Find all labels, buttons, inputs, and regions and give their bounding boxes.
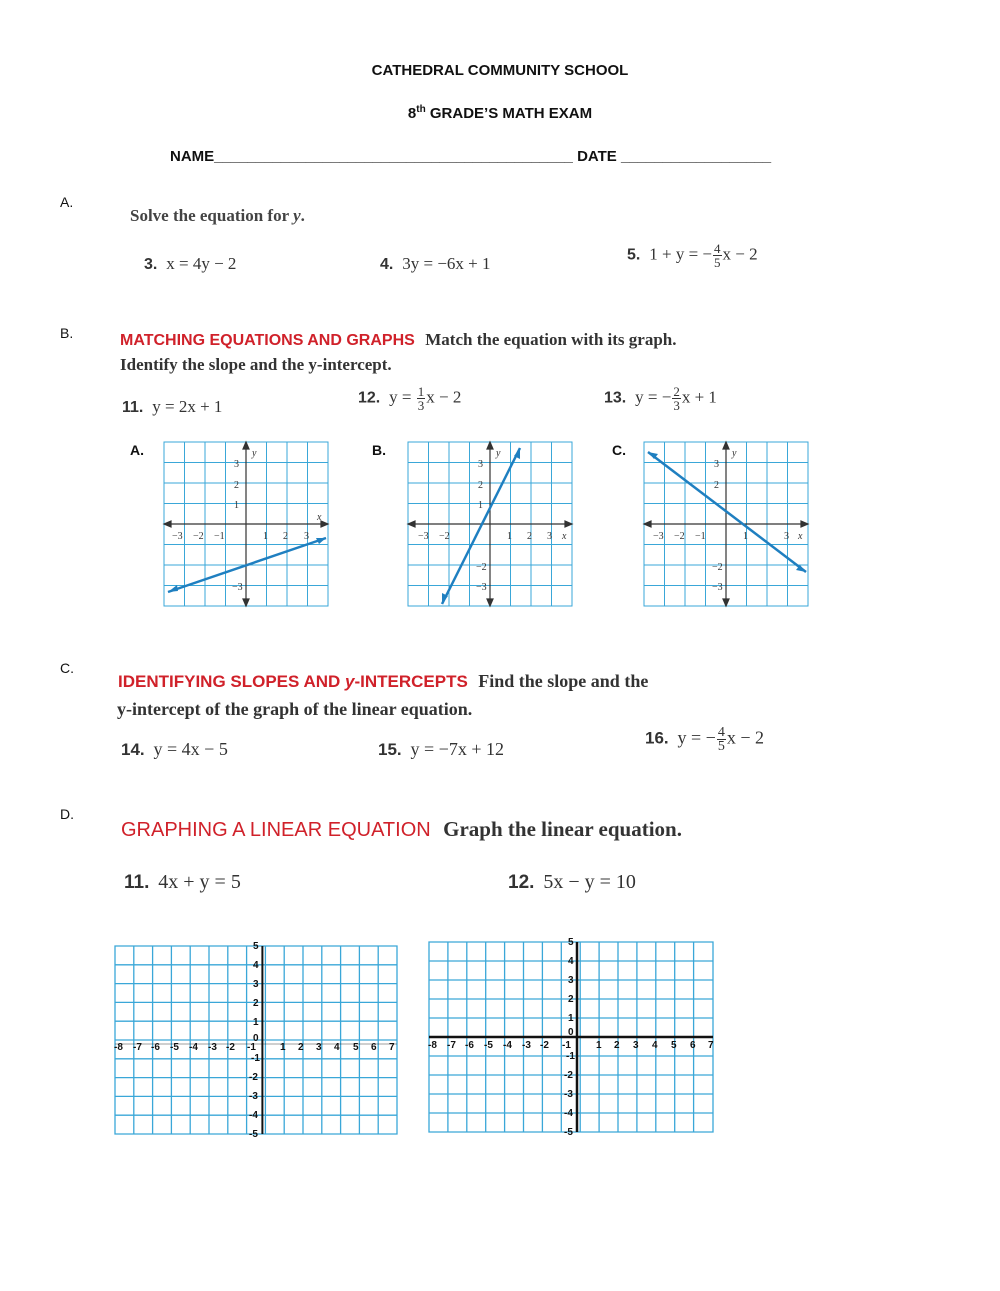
date-label: DATE: [577, 148, 617, 165]
large-graph-2-xtick: 7: [708, 1040, 714, 1051]
section-d-heading: GRAPHING A LINEAR EQUATION Graph the linear equation.: [121, 817, 682, 841]
section-c-instruction2: y-intercept of the graph of the linear equation.: [117, 699, 473, 719]
graph-c-ytick: 3: [714, 459, 719, 470]
section-b-letter: B.: [60, 325, 74, 341]
graph-b-xtick: 1: [507, 531, 512, 542]
problem-d12: 12. 5x − y = 10: [508, 871, 636, 893]
large-graph-1-xtick: -2: [226, 1042, 235, 1053]
large-graph-2-ytick: -1: [566, 1051, 575, 1062]
graph-a-axis-x: x: [317, 512, 322, 523]
graph-c-xtick: −1: [695, 531, 706, 542]
large-graph-2-xtick: 3: [633, 1040, 639, 1051]
graph-c-line: [648, 452, 806, 572]
large-graph-2-xtick: 2: [614, 1040, 620, 1051]
large-graph-2-xtick: 1: [596, 1040, 602, 1051]
large-graph-1-ytick: 1: [253, 1017, 259, 1028]
graph-b-ytick: −2: [476, 562, 487, 573]
problem-b11: 11. y = 2x + 1: [122, 397, 223, 416]
large-graph-1-ytick: -1: [251, 1053, 260, 1064]
problem-b12: 12. y = $\frac{1}{3}$ x − 2: [358, 384, 462, 413]
large-graph-1-ytick: -5: [249, 1129, 258, 1138]
graph-a-xtick: 3: [304, 531, 309, 542]
graph-c-xtick: 3: [784, 531, 789, 542]
graph-c-xtick: 1: [743, 531, 748, 542]
problem-b13: 13. y = − $\frac{2}{3}$ x + 1: [604, 384, 717, 413]
large-graph-2[interactable]: [426, 936, 718, 1136]
graph-a: [162, 440, 330, 608]
graph-a-ytick: 3: [234, 459, 239, 470]
large-graph-2-ytick: -5: [564, 1127, 573, 1136]
large-graph-2-xtick: 4: [652, 1040, 658, 1051]
graph-b-ytick: 2: [478, 480, 483, 491]
problem-d11: 11. 4x + y = 5: [124, 871, 241, 893]
graph-label-b: B.: [372, 442, 386, 458]
graph-a-xtick: 2: [283, 531, 288, 542]
large-graph-2-ytick: 4: [568, 956, 574, 967]
graph-c-xtick: −2: [674, 531, 685, 542]
graph-b-line: [442, 448, 520, 604]
large-graph-1-xtick: -8: [114, 1042, 123, 1053]
large-graph-2-xtick: -2: [540, 1040, 549, 1051]
graph-b-ytick: 3: [478, 459, 483, 470]
date-field[interactable]: __________________: [620, 148, 772, 165]
graph-a-ytick: 2: [234, 480, 239, 491]
graph-b-ytick: 1: [478, 500, 483, 511]
problem-a3: 3. x = 4y − 2: [144, 254, 237, 273]
graph-a-xtick: −1: [214, 531, 225, 542]
graph-c-axis-x: x: [798, 531, 803, 542]
large-graph-1-xtick: -7: [133, 1042, 142, 1053]
graph-c-ytick: −2: [712, 562, 723, 573]
graph-b: [406, 440, 574, 608]
exam-title: 8th GRADE’S MATH EXAM: [407, 104, 593, 122]
graph-a-ytick: 1: [234, 500, 239, 511]
large-graph-1-xtick: -1: [247, 1042, 256, 1053]
large-graph-2-xtick: -8: [428, 1040, 437, 1051]
graph-c: [642, 440, 810, 608]
graph-a-axis-y: y: [252, 448, 257, 459]
large-graph-1-ytick: -2: [249, 1072, 258, 1083]
large-graph-2-xtick: -4: [503, 1040, 512, 1051]
large-graph-2-ytick: 1: [568, 1013, 574, 1024]
problem-a4: 4. 3y = −6x + 1: [380, 254, 491, 273]
large-graph-2-xtick: -3: [522, 1040, 531, 1051]
graph-a-xtick: −2: [193, 531, 204, 542]
large-graph-2-xtick: -1: [562, 1040, 571, 1051]
graph-a-ytick: −3: [232, 582, 243, 593]
large-graph-1-xtick: 6: [371, 1042, 377, 1053]
graph-c-axis-y: y: [732, 448, 737, 459]
large-graph-2-xtick: -6: [465, 1040, 474, 1051]
large-graph-2-ytick: 0: [568, 1027, 574, 1038]
large-graph-2-xtick: 6: [690, 1040, 696, 1051]
large-graph-1-ytick: -4: [249, 1110, 258, 1121]
large-graph-2-xtick: 5: [671, 1040, 677, 1051]
large-graph-2-ytick: 5: [568, 937, 574, 948]
large-graph-1-ytick: 2: [253, 998, 259, 1009]
graph-c-ytick: 2: [714, 480, 719, 491]
large-graph-1-xtick: 5: [353, 1042, 359, 1053]
section-c-heading: IDENTIFYING SLOPES AND y-INTERCEPTS Find the slope and the: [118, 671, 649, 691]
large-graph-1-ytick: -3: [249, 1091, 258, 1102]
large-graph-2-ytick: 2: [568, 994, 574, 1005]
large-graph-1-xtick: -6: [151, 1042, 160, 1053]
name-date-line: [170, 148, 771, 165]
problem-a5: 5. 1 + y = − $\frac{4}{5}$ x − 2: [627, 241, 758, 270]
graph-a-xtick: −3: [172, 531, 183, 542]
problem-c15: 15. y = −7x + 12: [378, 739, 504, 759]
section-d-letter: D.: [60, 806, 74, 822]
graph-label-c: C.: [612, 442, 626, 458]
large-graph-1-xtick: 2: [298, 1042, 304, 1053]
large-graph-1-ytick: 3: [253, 979, 259, 990]
large-graph-1-xtick: -4: [189, 1042, 198, 1053]
section-b-instruction2: Identify the slope and the y-intercept.: [120, 355, 392, 374]
large-graph-2-xtick: -5: [484, 1040, 493, 1051]
graph-c-ytick: −3: [712, 582, 723, 593]
large-graph-2-xtick: -7: [447, 1040, 456, 1051]
large-graph-1-ytick: 0: [253, 1033, 259, 1044]
large-graph-2-ytick: -4: [564, 1108, 573, 1119]
large-graph-2-ytick: -2: [564, 1070, 573, 1081]
large-graph-1[interactable]: [112, 940, 400, 1138]
section-b-heading: MATCHING EQUATIONS AND GRAPHS Match the equation with its graph.: [120, 330, 677, 349]
large-graph-2-ytick: -3: [564, 1089, 573, 1100]
graph-b-xtick: 2: [527, 531, 532, 542]
graph-c-xtick: −3: [653, 531, 664, 542]
school-name: CATHEDRAL COMMUNITY SCHOOL: [371, 62, 629, 79]
large-graph-1-xtick: -5: [170, 1042, 179, 1053]
name-label: NAME: [170, 148, 215, 165]
graph-b-ytick: −3: [476, 582, 487, 593]
large-graph-1-xtick: 7: [389, 1042, 395, 1053]
graph-b-xtick: 3: [547, 531, 552, 542]
section-c-letter: C.: [60, 660, 74, 676]
large-graph-1-ytick: 5: [253, 941, 259, 952]
large-graph-1-ytick: 4: [253, 960, 259, 971]
large-graph-1-xtick: 3: [316, 1042, 322, 1053]
section-a-instruction: Solve the equation for y.: [130, 206, 305, 225]
name-field[interactable]: ___________________________________________: [214, 148, 573, 165]
section-a-letter: A.: [60, 194, 74, 210]
problem-c14: 14. y = 4x − 5: [121, 739, 228, 759]
graph-b-xtick: −3: [418, 531, 429, 542]
graph-label-a: A.: [130, 442, 144, 458]
large-graph-1-xtick: 4: [334, 1042, 340, 1053]
large-graph-2-ytick: 3: [568, 975, 574, 986]
large-graph-1-xtick: 1: [280, 1042, 286, 1053]
problem-c16: 16. y = − $\frac{4}{5}$ x − 2: [645, 725, 764, 754]
graph-b-axis-y: y: [496, 448, 501, 459]
graph-a-xtick: 1: [263, 531, 268, 542]
graph-b-axis-x: x: [562, 531, 567, 542]
graph-b-xtick: −2: [439, 531, 450, 542]
large-graph-1-xtick: -3: [208, 1042, 217, 1053]
